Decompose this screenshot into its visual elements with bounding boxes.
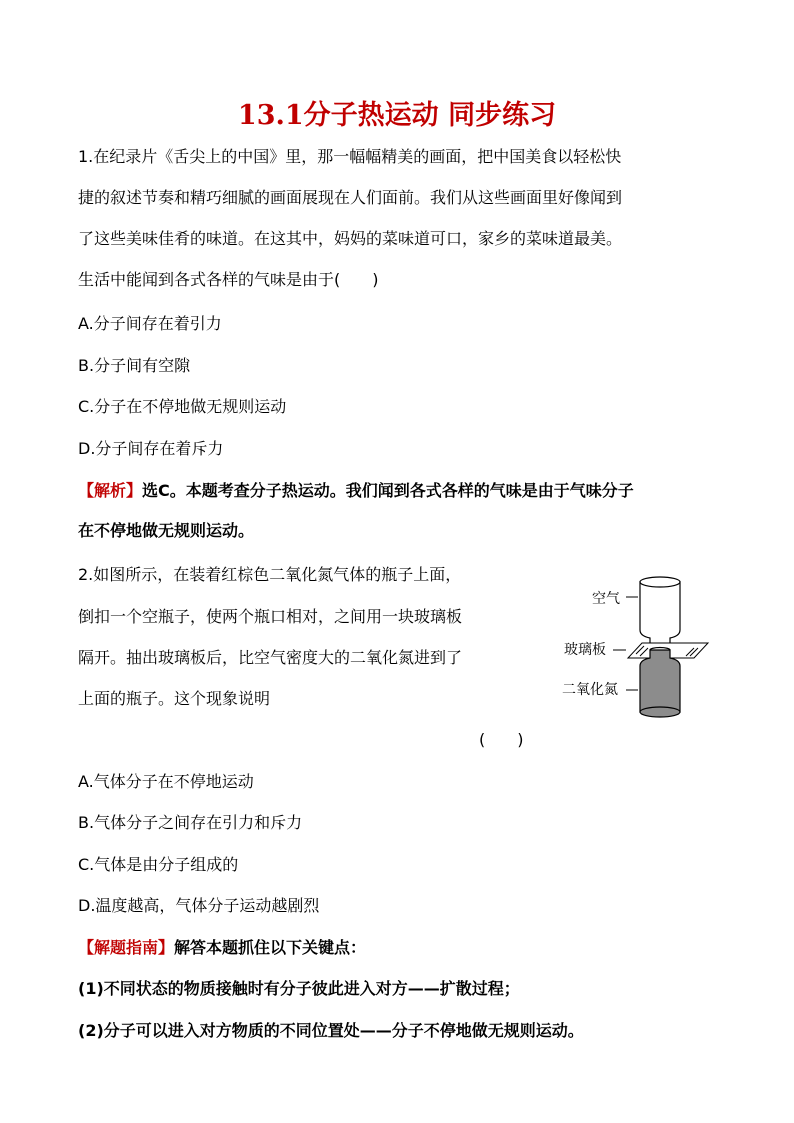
q1-stem-line: 生活中能闻到各式各样的气味是由于( ) (78, 270, 379, 289)
q2-option-b: B.气体分子之间存在引力和斥力 (78, 813, 303, 832)
q1-stem-line: 捷的叙述节奏和精巧细腻的画面展现在人们面前。我们从这些画面里好像闻到 (78, 188, 623, 207)
bottles-diagram (600, 570, 760, 730)
guide-point: (1)不同状态的物质接触时有分子彼此进入对方——扩散过程； (78, 979, 520, 998)
q1-option-a: A.分子间存在着引力 (78, 314, 222, 333)
q2-stem-line: 倒扣一个空瓶子，使两个瓶口相对，之间用一块玻璃板 (78, 607, 463, 626)
q2-option-d: D.温度越高，气体分子运动越剧烈 (78, 896, 320, 915)
analysis-tag: 【解析】 (78, 481, 143, 500)
analysis-text: 选C。本题考查分子热运动。我们闻到各式各样的气味是由于气味分子 (142, 481, 634, 500)
q1-analysis-cont: 在不停地做无规则运动。 (78, 521, 255, 540)
label-air: 空气 (592, 591, 620, 607)
q2-option-c: C.气体是由分子组成的 (78, 855, 239, 874)
q2-guide (78, 937, 366, 959)
guide-intro: 解答本题抓住以下关键点： (174, 938, 367, 957)
q2-stem-line: 2.如图所示，在装着红棕色二氧化氮气体的瓶子上面， (78, 565, 462, 584)
q1-stem-line: 1.在纪录片《舌尖上的中国》里，那一幅幅精美的画面，把中国美食以轻松快 (78, 147, 622, 166)
q1-option-d: D.分子间存在着斥力 (78, 439, 224, 458)
q2-option-a: A.气体分子在不停地运动 (78, 772, 254, 791)
q1-stem-line: 了这些美味佳肴的味道。在这其中，妈妈的菜味道可口，家乡的菜味道最美。 (78, 229, 623, 248)
q2-stem-line: 上面的瓶子。这个现象说明 (78, 689, 271, 708)
q1-option-b: B.分子间有空隙 (78, 356, 191, 375)
q2-stem-line: 隔开。抽出玻璃板后，比空气密度大的二氧化氮进到了 (78, 648, 463, 667)
label-glass-plate: 玻璃板 (564, 642, 606, 658)
guide-tag: 【解题指南】 (78, 938, 175, 957)
answer-blank: ( ) (479, 730, 524, 749)
page-title: 13.1分子热运动 同步练习 (237, 100, 557, 131)
q1-analysis (78, 480, 634, 502)
guide-point: (2)分子可以进入对方物质的不同位置处——分子不停地做无规则运动。 (78, 1021, 584, 1040)
upper-bottle (640, 577, 680, 646)
label-no2: 二氧化氮 (562, 682, 618, 698)
q1-option-c: C.分子在不停地做无规则运动 (78, 397, 287, 416)
